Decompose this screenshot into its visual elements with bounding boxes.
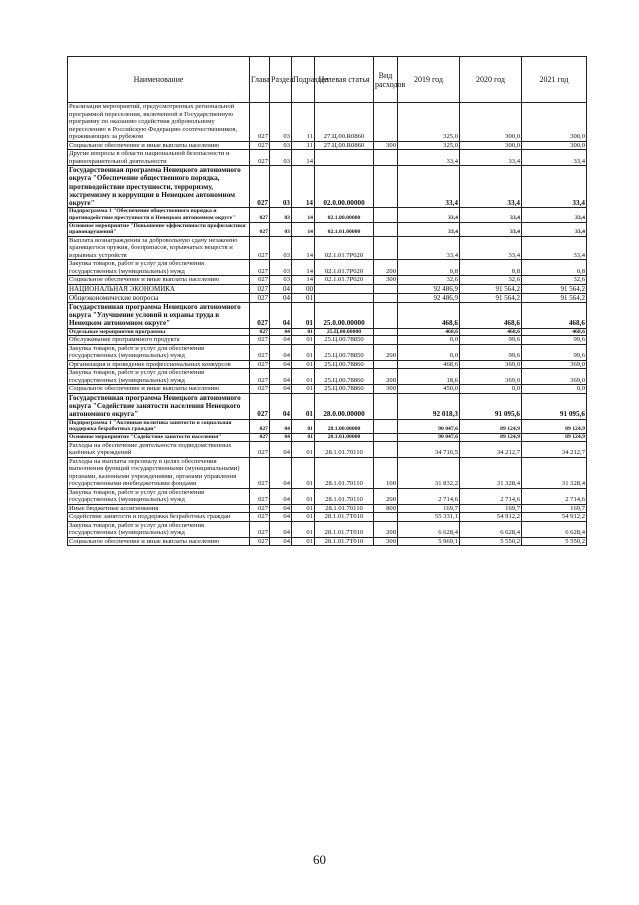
cell-section: 03 (270, 276, 292, 285)
cell-2019: 325,0 (398, 103, 460, 142)
cell-2021: 33,4 (522, 236, 587, 260)
cell-2021: 99,6 (522, 336, 587, 345)
cell-chapter: 027 (250, 441, 270, 457)
cell-chapter: 027 (250, 208, 270, 222)
cell-2019: 90 047,6 (398, 419, 460, 433)
cell-expense-type (374, 513, 398, 522)
table-row (68, 260, 587, 276)
cell-2021: 6 628,4 (522, 521, 587, 537)
cell-2021: 33,4 (522, 166, 587, 208)
table-row (68, 344, 587, 360)
table-row (68, 393, 587, 419)
cell-2020: 33,4 (460, 166, 522, 208)
cell-name: Организация и проведение профессиональных конкурсов (68, 360, 250, 369)
cell-name: Социальное обеспечение и иные выплаты населению (68, 141, 250, 150)
table-row (68, 293, 587, 302)
cell-name: Отдельные мероприятия программы (68, 328, 250, 336)
cell-2021: 91 564,2 (522, 284, 587, 293)
cell-section: 04 (270, 293, 292, 302)
cell-expense-type: 200 (374, 521, 398, 537)
header-chapter: Глава (250, 57, 270, 103)
cell-2019: 33,4 (398, 208, 460, 222)
table-row (68, 208, 587, 222)
cell-subsection: 11 (292, 103, 315, 142)
cell-target: 25.Ц.00.78860 (315, 385, 374, 394)
table-row (68, 419, 587, 433)
cell-target (315, 150, 374, 166)
cell-subsection: 14 (292, 236, 315, 260)
cell-chapter: 027 (250, 328, 270, 336)
cell-2020: 33,4 (460, 222, 522, 236)
header-subsection: Подраздел (292, 57, 315, 103)
cell-target (315, 284, 374, 293)
cell-name: Закупка товаров, работ и услуг для обеспечения государственных (муниципальных) нужд (68, 521, 250, 537)
cell-subsection: 01 (292, 393, 315, 419)
cell-target: 25.Ц.00.78850 (315, 336, 374, 345)
cell-2021: 0,8 (522, 260, 587, 276)
cell-section: 04 (270, 419, 292, 433)
cell-section: 04 (270, 284, 292, 293)
cell-name: Закупка товаров, работ и услуг для обеспечения государственных (муниципальных) нужд (68, 488, 250, 504)
cell-expense-type: 200 (374, 488, 398, 504)
cell-section: 04 (270, 441, 292, 457)
cell-target: 28.1.01.70110 (315, 441, 374, 457)
header-2019: 2019 год (398, 57, 460, 103)
cell-name: Государственная программа Ненецкого автономного округа "Обеспечение общественного порядка, противодействие преступности, терроризму, экстремизму и коррупции в Ненецком автономном округе" (68, 166, 250, 208)
cell-subsection: 01 (292, 336, 315, 345)
cell-name: Расходы на обеспечение деятельности подведомственных казённых учреждений (68, 441, 250, 457)
budget-table (67, 56, 587, 546)
cell-name: НАЦИОНАЛЬНАЯ ЭКОНОМИКА (68, 284, 250, 293)
page-number: 60 (313, 852, 326, 867)
table-row (68, 457, 587, 488)
cell-subsection: 01 (292, 328, 315, 336)
cell-2020: 91 564,2 (460, 284, 522, 293)
cell-target: 28.1.01.70110 (315, 457, 374, 488)
cell-chapter: 027 (250, 236, 270, 260)
table-row (68, 141, 587, 150)
cell-chapter: 027 (250, 393, 270, 419)
cell-2019: 33,4 (398, 150, 460, 166)
cell-name: Основное мероприятие "Содействие занятости населения" (68, 433, 250, 441)
cell-chapter: 027 (250, 103, 270, 142)
cell-2020: 369,0 (460, 360, 522, 369)
cell-2019: 0,0 (398, 336, 460, 345)
cell-target: 25.Ц.00.78850 (315, 344, 374, 360)
cell-chapter: 027 (250, 504, 270, 513)
header-section: Раздел (270, 57, 292, 103)
table-header-row (68, 57, 587, 103)
cell-target: 02.1.00.00000 (315, 208, 374, 222)
cell-subsection: 01 (292, 488, 315, 504)
cell-2019: 0,0 (398, 344, 460, 360)
table-row (68, 488, 587, 504)
cell-2019: 468,6 (398, 328, 460, 336)
header-name: Наименование (68, 57, 250, 103)
cell-chapter: 027 (250, 537, 270, 546)
cell-2021: 300,0 (522, 103, 587, 142)
cell-2021: 468,6 (522, 302, 587, 328)
cell-name: Выплата вознаграждения за добровольную сдачу незаконно хранящегося оружия, боеприпасов, взрывчатых веществ и взрывных устройств (68, 236, 250, 260)
cell-2021: 91 564,2 (522, 293, 587, 302)
cell-2020: 0,0 (460, 385, 522, 394)
cell-2019: 32,6 (398, 276, 460, 285)
cell-chapter: 027 (250, 302, 270, 328)
cell-name: Другие вопросы в области национальной безопасности и правоохранительной деятельности (68, 150, 250, 166)
cell-expense-type (374, 166, 398, 208)
cell-section: 04 (270, 433, 292, 441)
cell-name: Социальное обеспечение и иные выплаты населению (68, 537, 250, 546)
cell-subsection: 01 (292, 457, 315, 488)
cell-2021: 369,0 (522, 369, 587, 385)
cell-subsection: 14 (292, 150, 315, 166)
cell-target: 25.Ц.00.78860 (315, 369, 374, 385)
cell-2019: 34 716,5 (398, 441, 460, 457)
cell-subsection: 01 (292, 293, 315, 302)
cell-subsection: 01 (292, 369, 315, 385)
cell-expense-type (374, 433, 398, 441)
cell-name: Подпрограмма 1 "Обеспечение общественного порядка и противодействие преступности в Ненецком автономном округе" (68, 208, 250, 222)
cell-target: 28.1.01.7Т010 (315, 513, 374, 522)
cell-section: 04 (270, 537, 292, 546)
table-row (68, 369, 587, 385)
cell-2020: 91 564,2 (460, 293, 522, 302)
cell-expense-type (374, 284, 398, 293)
cell-expense-type (374, 208, 398, 222)
cell-subsection: 01 (292, 433, 315, 441)
cell-2020: 31 328,4 (460, 457, 522, 488)
cell-expense-type: 100 (374, 457, 398, 488)
cell-2021: 468,6 (522, 328, 587, 336)
cell-target: 28.1.01.7Т010 (315, 537, 374, 546)
cell-target: 28.1.01.70110 (315, 488, 374, 504)
cell-2020: 91 095,6 (460, 393, 522, 419)
cell-2021: 2 714,6 (522, 488, 587, 504)
cell-section: 04 (270, 521, 292, 537)
cell-chapter: 027 (250, 276, 270, 285)
cell-2020: 300,0 (460, 141, 522, 150)
cell-subsection: 14 (292, 166, 315, 208)
cell-2019: 33,4 (398, 166, 460, 208)
cell-subsection: 01 (292, 441, 315, 457)
table-row (68, 521, 587, 537)
cell-chapter: 027 (250, 488, 270, 504)
cell-2019: 325,0 (398, 141, 460, 150)
table-row (68, 336, 587, 345)
cell-2021: 34 212,7 (522, 441, 587, 457)
cell-name: Реализация мероприятий, предусмотренных региональной программой переселения, включенной в Государственную программу по оказанию содействия добровольному переселению в Российскую Федерацию соотечественников, проживающих за рубежом (68, 103, 250, 142)
table-row (68, 328, 587, 336)
cell-2020: 468,6 (460, 328, 522, 336)
cell-2019: 33,4 (398, 222, 460, 236)
cell-section: 04 (270, 385, 292, 394)
cell-section: 04 (270, 488, 292, 504)
cell-expense-type: 200 (374, 344, 398, 360)
cell-subsection: 00 (292, 284, 315, 293)
cell-2020: 33,4 (460, 236, 522, 260)
table-row (68, 150, 587, 166)
cell-subsection: 01 (292, 385, 315, 394)
cell-expense-type (374, 360, 398, 369)
cell-chapter: 027 (250, 344, 270, 360)
cell-2019: 92 486,9 (398, 284, 460, 293)
cell-name: Содействие занятости и поддержка безработных граждан (68, 513, 250, 522)
cell-chapter: 027 (250, 369, 270, 385)
cell-section: 04 (270, 393, 292, 419)
cell-section: 03 (270, 103, 292, 142)
cell-2021: 31 328,4 (522, 457, 587, 488)
cell-2019: 468,6 (398, 302, 460, 328)
cell-expense-type (374, 236, 398, 260)
table-row (68, 276, 587, 285)
cell-subsection: 01 (292, 513, 315, 522)
cell-target: 27.Ц.00.R0860 (315, 103, 374, 142)
cell-target: 28.1.01.7Т010 (315, 521, 374, 537)
cell-section: 04 (270, 336, 292, 345)
cell-2020: 99,6 (460, 336, 522, 345)
cell-expense-type (374, 302, 398, 328)
table-row (68, 433, 587, 441)
cell-name: Общеэкономические вопросы (68, 293, 250, 302)
cell-expense-type (374, 293, 398, 302)
cell-2020: 300,0 (460, 103, 522, 142)
cell-expense-type (374, 222, 398, 236)
cell-expense-type (374, 419, 398, 433)
cell-subsection: 01 (292, 537, 315, 546)
cell-name: Социальное обеспечение и иные выплаты населению (68, 385, 250, 394)
cell-target: 28.1.01.70110 (315, 504, 374, 513)
cell-subsection: 01 (292, 302, 315, 328)
cell-2019: 468,6 (398, 360, 460, 369)
cell-2019: 169,7 (398, 504, 460, 513)
cell-expense-type: 200 (374, 260, 398, 276)
cell-target (315, 293, 374, 302)
cell-subsection: 01 (292, 360, 315, 369)
cell-chapter: 027 (250, 336, 270, 345)
table-row (68, 441, 587, 457)
cell-2019: 18,6 (398, 369, 460, 385)
table-row (68, 504, 587, 513)
cell-expense-type (374, 441, 398, 457)
cell-subsection: 14 (292, 222, 315, 236)
table-row (68, 302, 587, 328)
cell-target: 02.1.01.7Р020 (315, 236, 374, 260)
cell-2020: 2 714,6 (460, 488, 522, 504)
cell-expense-type: 200 (374, 369, 398, 385)
cell-2020: 99,6 (460, 344, 522, 360)
cell-2021: 300,0 (522, 141, 587, 150)
cell-2019: 450,0 (398, 385, 460, 394)
cell-chapter: 027 (250, 150, 270, 166)
table-row (68, 537, 587, 546)
cell-subsection: 14 (292, 260, 315, 276)
cell-section: 04 (270, 328, 292, 336)
cell-expense-type (374, 336, 398, 345)
cell-2020: 32,6 (460, 276, 522, 285)
cell-chapter: 027 (250, 521, 270, 537)
cell-section: 04 (270, 369, 292, 385)
cell-chapter: 027 (250, 457, 270, 488)
cell-section: 04 (270, 504, 292, 513)
cell-target: 25.0.00.00000 (315, 302, 374, 328)
cell-2020: 0,8 (460, 260, 522, 276)
cell-2021: 33,4 (522, 222, 587, 236)
cell-subsection: 11 (292, 141, 315, 150)
cell-2020: 468,6 (460, 302, 522, 328)
cell-section: 03 (270, 236, 292, 260)
cell-chapter: 027 (250, 385, 270, 394)
cell-2021: 5 550,2 (522, 537, 587, 546)
cell-expense-type (374, 103, 398, 142)
cell-section: 03 (270, 222, 292, 236)
header-expense-type: Вид расходов (374, 57, 398, 103)
cell-2019: 55 331,1 (398, 513, 460, 522)
cell-target: 28.0.00.00000 (315, 393, 374, 419)
header-2020: 2020 год (460, 57, 522, 103)
cell-chapter: 027 (250, 419, 270, 433)
cell-target: 02.0.00.00000 (315, 166, 374, 208)
cell-2021: 99,6 (522, 344, 587, 360)
cell-target: 02.1.01.7Р020 (315, 260, 374, 276)
cell-chapter: 027 (250, 284, 270, 293)
table-row (68, 360, 587, 369)
cell-section: 04 (270, 344, 292, 360)
cell-name: Социальное обеспечение и иные выплаты населению (68, 276, 250, 285)
table-row (68, 284, 587, 293)
cell-2019: 31 832,2 (398, 457, 460, 488)
cell-2020: 89 124,9 (460, 433, 522, 441)
cell-subsection: 14 (292, 276, 315, 285)
cell-expense-type: 300 (374, 385, 398, 394)
cell-expense-type: 800 (374, 504, 398, 513)
cell-2020: 34 212,7 (460, 441, 522, 457)
cell-chapter: 027 (250, 141, 270, 150)
cell-expense-type (374, 328, 398, 336)
cell-target: 02.1.01.00000 (315, 222, 374, 236)
cell-2019: 0,8 (398, 260, 460, 276)
cell-2019: 5 969,1 (398, 537, 460, 546)
cell-2021: 91 095,6 (522, 393, 587, 419)
cell-2021: 0,0 (522, 385, 587, 394)
cell-name: Расходы на выплаты персоналу в целях обеспечения выполнения функций государственными (муниципальными) органами, казенными учреждениями, органами управления государственными внебюджетными фондами (68, 457, 250, 488)
header-target: Целевая статья (315, 57, 374, 103)
cell-2020: 89 124,9 (460, 419, 522, 433)
cell-expense-type (374, 150, 398, 166)
cell-2020: 54 912,2 (460, 513, 522, 522)
cell-expense-type: 300 (374, 537, 398, 546)
cell-chapter: 027 (250, 166, 270, 208)
table-row (68, 103, 587, 142)
table-row (68, 513, 587, 522)
cell-target: 28.1.01.00000 (315, 433, 374, 441)
table-row (68, 222, 587, 236)
cell-expense-type (374, 393, 398, 419)
cell-2019: 92 018,3 (398, 393, 460, 419)
cell-2019: 6 628,4 (398, 521, 460, 537)
cell-section: 04 (270, 457, 292, 488)
cell-2020: 33,4 (460, 208, 522, 222)
cell-name: Закупка товаров, работ и услуг для обеспечения государственных (муниципальных) нужд (68, 369, 250, 385)
cell-section: 04 (270, 513, 292, 522)
cell-2021: 89 124,9 (522, 419, 587, 433)
cell-name: Закупка товаров, работ и услуг для обеспечения государственных (муниципальных) нужд (68, 260, 250, 276)
cell-section: 04 (270, 302, 292, 328)
cell-target: 25.Ц.00.00000 (315, 328, 374, 336)
cell-chapter: 027 (250, 513, 270, 522)
cell-name: Основное мероприятие "Повышение эффективности профилактики правонарушений" (68, 222, 250, 236)
cell-2019: 92 486,9 (398, 293, 460, 302)
header-2021: 2021 год (522, 57, 587, 103)
cell-2021: 369,0 (522, 360, 587, 369)
cell-2020: 369,0 (460, 369, 522, 385)
cell-2019: 2 714,6 (398, 488, 460, 504)
cell-2019: 33,4 (398, 236, 460, 260)
cell-subsection: 01 (292, 344, 315, 360)
table-body (68, 103, 587, 546)
cell-expense-type: 300 (374, 141, 398, 150)
cell-2021: 33,4 (522, 150, 587, 166)
cell-subsection: 14 (292, 208, 315, 222)
cell-2021: 54 912,2 (522, 513, 587, 522)
cell-target: 28.1.00.00000 (315, 419, 374, 433)
cell-name: Государственная программа Ненецкого автономного округа "Содействие занятости населения Ненецкого автономного округа" (68, 393, 250, 419)
cell-subsection: 01 (292, 504, 315, 513)
cell-section: 03 (270, 150, 292, 166)
cell-subsection: 01 (292, 419, 315, 433)
cell-chapter: 027 (250, 260, 270, 276)
cell-2020: 6 628,4 (460, 521, 522, 537)
cell-subsection: 01 (292, 521, 315, 537)
cell-chapter: 027 (250, 360, 270, 369)
cell-target: 27.Ц.00.R0860 (315, 141, 374, 150)
cell-2021: 169,7 (522, 504, 587, 513)
cell-chapter: 027 (250, 222, 270, 236)
cell-chapter: 027 (250, 293, 270, 302)
cell-name: Иные бюджетные ассигнования (68, 504, 250, 513)
cell-2019: 90 047,6 (398, 433, 460, 441)
table-row (68, 166, 587, 208)
cell-section: 04 (270, 360, 292, 369)
table-row (68, 385, 587, 394)
cell-2021: 89 124,9 (522, 433, 587, 441)
cell-target: 25.Ц.00.78860 (315, 360, 374, 369)
cell-section: 03 (270, 141, 292, 150)
cell-section: 03 (270, 208, 292, 222)
cell-name: Государственная программа Ненецкого автономного округа "Улучшение условий и охраны труда в Ненецком автономном округе" (68, 302, 250, 328)
cell-2020: 5 550,2 (460, 537, 522, 546)
cell-section: 03 (270, 166, 292, 208)
cell-name: Подпрограмма 1 "Активная политика занятости и социальная поддержка безработных граждан" (68, 419, 250, 433)
cell-expense-type: 300 (374, 276, 398, 285)
cell-section: 03 (270, 260, 292, 276)
cell-name: Обслуживание программного продукта (68, 336, 250, 345)
cell-target: 02.1.01.7Р020 (315, 276, 374, 285)
table-row (68, 236, 587, 260)
cell-chapter: 027 (250, 433, 270, 441)
cell-2020: 169,7 (460, 504, 522, 513)
cell-2020: 33,4 (460, 150, 522, 166)
cell-2021: 32,6 (522, 276, 587, 285)
cell-2021: 33,4 (522, 208, 587, 222)
cell-name: Закупка товаров, работ и услуг для обеспечения государственных (муниципальных) нужд (68, 344, 250, 360)
